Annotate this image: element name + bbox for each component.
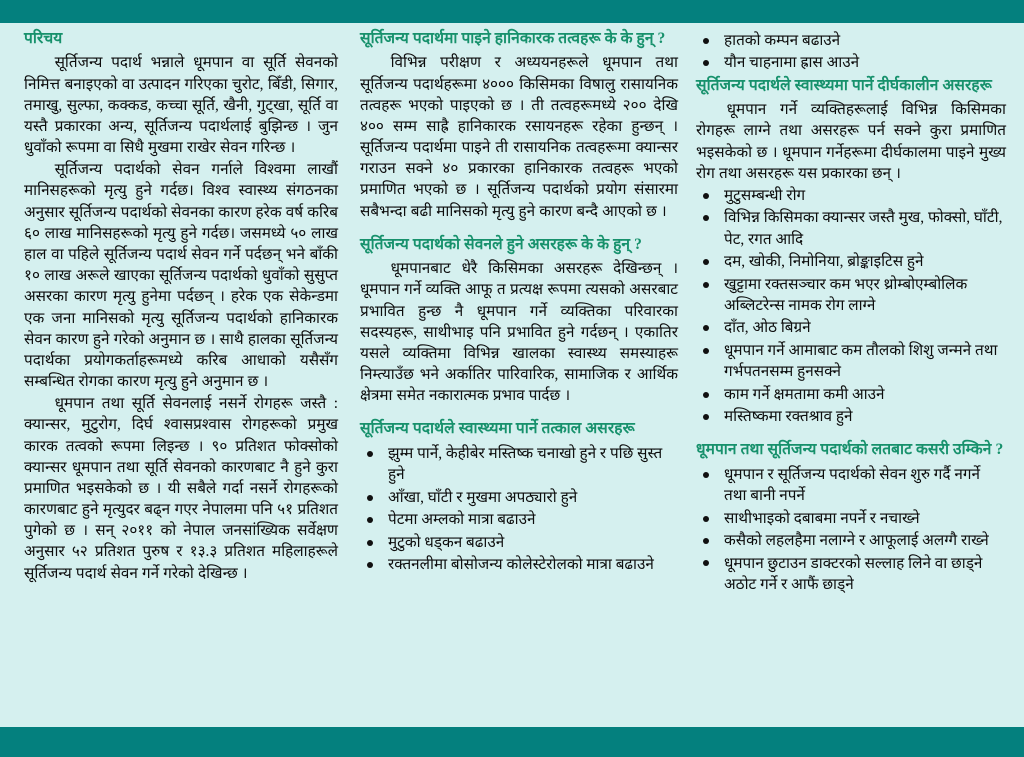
bullet-dot-icon	[367, 495, 373, 501]
list-item-label: काम गर्ने क्षमतामा कमी आउने	[724, 385, 885, 403]
paragraph-intro-2: सूर्तिजन्य पदार्थको सेवन गर्नाले विश्वमा लाखौं मानिसहरूको मृत्यु हुने गर्दछ। विश्व स्वास्थ्य संगठनका अनुसार सूर्तिजन्य पदार्थको सेवनका कारण हरेक वर्ष करिब ६० लाख मानिसहरूको मृत्यु हुने गर्दछ। जसमध्ये ५० लाख हाल वा पहिले सूर्तिजन्य पदार्थ सेवन गर्ने पर्दछन् भने बाँकी १० लाख अरूले खाएका सूर्तिजन्य पदार्थको धुवाँको सुसुप्त असरका कारण मृत्यु हुनेमा पर्दछन् । हरेक एक सेकेन्डमा एक जना मानिसको मृत्यु सूर्तिजन्य पदार्थको हानिकारक सेवन कारण हुने गरेको अनुमान छ । साथै हालका सूर्तिजन्य पदार्थका प्रयोगकर्ताहरूमध्ये करिब आधाको यसैसँग सम्बन्धित रोगका कारण मृत्यु हुने अनुमान छ ।	[24, 161, 338, 391]
list-item	[360, 554, 678, 575]
paragraph-effects: धूमपानबाट धेरै किसिमका असरहरू देखिन्छन् । धूमपान गर्ने व्यक्ति आफू त प्रत्यक्ष रूपमा त्यसको असरबाट प्रभावित हुन्छ नै धूमपान गर्ने व्यक्तिका परिवारका सदस्यहरू, साथीभाइ पनि प्रभावित हुने गर्दछन् । एकातिर यसले व्यक्तिमा विभिन्न खालका स्वास्थ्य समस्याहरू निम्त्याउँछ भने अर्कातिर पारिवारिक, सामाजिक र आर्थिक क्षेत्रमा समेत नकारात्मक प्रभाव पार्दछ ।	[360, 260, 678, 405]
list-item-label: मुटुको धड्कन बढाउने	[388, 533, 505, 551]
paragraph-intro-3: धूमपान तथा सूर्ति सेवनलाई नसर्ने रोगहरू जस्तै : क्यान्सर, मुटुरोग, दिर्घ श्वासप्रश्वास रोगहरूको प्रमुख कारक तत्वको रूपमा लिइन्छ । ९० प्रतिशत फोक्सोको क्यान्सर धूमपान तथा सूर्ति सेवनको कारणबाट नै हुने कुरा प्रमाणित भइसकेको छ । यी सबैले गर्दा नसर्ने रोगहरूको कारणबाट हुने मृत्युदर बढ्न गएर नेपालमा पनि ५१ प्रतिशत पुगेको छ । सन् २०११ को नेपाल जनसांख्यिक सर्वेक्षण अनुसार ५२ प्रतिशत पुरुष र १३.३ प्रतिशत महिलाहरूले सूर्तिजन्य पदार्थ सेवन गर्ने गरेको देखिन्छ ।	[24, 395, 338, 582]
list-item	[360, 509, 678, 530]
bullet-dot-icon	[367, 517, 373, 523]
bullet-dot-icon	[703, 538, 709, 544]
bottom-decorative-band	[0, 727, 1024, 757]
list-item-label: धूमपान गर्ने आमाबाट कम तौलको शिशु जन्मने तथा गर्भपतनसम्म हुनसक्ने	[724, 341, 998, 381]
section-heading-effects: सूर्तिजन्य पदार्थको सेवनले हुने असरहरू के के हुन् ?	[360, 235, 642, 253]
list-item-label: दम, खोकी, निमोनिया, ब्रोङ्काइटिस हुने	[724, 253, 924, 271]
bullet-dot-icon	[703, 60, 709, 66]
list-item-label: विभिन्न किसिमका क्यान्सर जस्तै मुख, फोक्सो, घाँटी, पेट, रगत आदि	[724, 209, 1003, 248]
list-item-label: आँखा, घाँटी र मुखमा अपठ्यारो हुने	[388, 488, 578, 506]
paragraph-harmful-substances: विभिन्न परीक्षण र अध्ययनहरूले धूमपान तथा सूर्तिजन्य पदार्थहरूमा ४००० किसिमका विषालु रासायनिक तत्वहरू भएको पाइएको छ । ती तत्वहरूमध्ये २०० देखि ४०० सम्म साह्रै हानिकारक रसायनहरू रहेका हुन्छन् । सूर्तिजन्य पदार्थमा पाइने ती रासायनिक तत्वहरूमा क्यान्सर गराउन सक्ने ४० प्रकारका हानिकारक तत्वहरू भएको प्रमाणित भएको छ । सूर्तिजन्य पदार्थको प्रयोग संसारमा सबैभन्दा बढी मानिसको मृत्यु हुने कारण बन्दै आएको छ ।	[360, 54, 678, 220]
list-item-label: धूमपान र सूर्तिजन्य पदार्थको सेवन शुरु गर्दै नगर्ने तथा बानी नपर्ने	[724, 465, 980, 505]
quitting-tips-list	[696, 464, 1006, 595]
list-item	[696, 185, 1006, 206]
list-item	[696, 317, 1006, 338]
bullet-dot-icon	[703, 193, 709, 199]
list-item-label: दाँत, ओठ बिग्रने	[724, 319, 811, 337]
list-item	[696, 30, 1006, 51]
bullet-dot-icon	[703, 348, 709, 354]
list-item-label: साथीभाइको दबाबमा नपर्ने र नचाख्ने	[724, 509, 920, 527]
bullet-dot-icon	[703, 215, 709, 221]
three-column-layout	[0, 23, 1024, 727]
list-item-label: कसैको लहलहैमा नलाग्ने र आफूलाई अलग्गै राख्ने	[724, 532, 989, 550]
list-item-label: मस्तिष्कमा रक्तश्राव हुने	[724, 408, 853, 426]
bullet-dot-icon	[703, 516, 709, 522]
bullet-dot-icon	[703, 392, 709, 398]
list-item	[696, 52, 1006, 73]
section-heading-immediate-effects: सूर्तिजन्य पदार्थले स्वास्थ्यमा पार्ने तत्काल असरहरू	[360, 420, 635, 438]
list-item-label: झुम्म पार्ने, केहीबेर मस्तिष्क चनाखो हुने र पछि सुस्त हुने	[388, 444, 663, 484]
bullet-dot-icon	[703, 259, 709, 265]
list-item-label: खुट्टामा रक्तसञ्चार कम भएर थ्रोम्बोएम्बोलिक अब्लिटरेन्स नामक रोग लाग्ने	[724, 275, 968, 314]
column-two	[352, 29, 688, 576]
list-item	[696, 406, 1006, 427]
bullet-dot-icon	[367, 540, 373, 546]
list-item	[696, 464, 1006, 507]
list-item-label: मुटुसम्बन्धी रोग	[724, 186, 806, 204]
list-item	[360, 443, 678, 486]
immediate-effects-list-continued	[696, 30, 1006, 74]
list-item	[696, 207, 1006, 250]
list-item	[696, 340, 1006, 383]
column-one	[0, 29, 352, 585]
bullet-dot-icon	[703, 325, 709, 331]
bullet-dot-icon	[703, 414, 709, 420]
list-item-label: पेटमा अम्लको मात्रा बढाउने	[388, 511, 536, 529]
list-item	[696, 384, 1006, 405]
list-item-label: रक्तनलीमा बोसोजन्य कोलेस्टेरोलको मात्रा बढाउने	[388, 555, 654, 573]
longterm-effects-list	[696, 185, 1006, 427]
list-item	[696, 274, 1006, 317]
bullet-dot-icon	[703, 560, 709, 566]
list-item-label: धूमपान छुटाउन डाक्टरको सल्लाह लिने वा छाड्ने अठोट गर्ने र आफैं छाड्ने	[724, 554, 983, 593]
bullet-dot-icon	[367, 562, 373, 568]
paragraph-longterm-effects: धूमपान गर्ने व्यक्तिहरूलाई विभिन्न किसिमका रोगहरू लाग्ने तथा असरहरू पर्न सक्ने कुरा प्रमाणित भइसकेको छ । धूमपान गर्नेहरूमा दीर्घकालमा पाइने मुख्य रोग तथा असरहरू यस प्रकारका छन् ।	[696, 101, 1006, 182]
list-item	[696, 508, 1006, 529]
bullet-dot-icon	[703, 38, 709, 44]
section-heading-quitting: धूमपान तथा सूर्तिजन्य पदार्थको लतबाट कसरी उम्किने ?	[696, 441, 1004, 459]
bullet-dot-icon	[703, 472, 709, 478]
section-heading-longterm-effects: सूर्तिजन्य पदार्थले स्वास्थ्यमा पार्ने दीर्घकालीन असरहरू	[696, 76, 992, 94]
list-item	[360, 532, 678, 553]
top-decorative-band	[0, 0, 1024, 23]
list-item	[360, 487, 678, 508]
section-heading-introduction: परिचय	[24, 30, 63, 47]
bullet-dot-icon	[703, 282, 709, 288]
list-item-label: हातको कम्पन बढाउने	[724, 32, 841, 49]
column-three	[688, 29, 1024, 596]
paragraph-intro-1: सूर्तिजन्य पदार्थ भन्नाले धूमपान वा सूर्ति सेवनको निमित्त बनाइएको वा उत्पादन गरिएका चुरोट, बिँडी, सिगार, तमाखु, सुल्फा, कक्कड, कच्चा सूर्ति, खैनी, गुट्खा, सूर्ति वा यस्तै प्रकारका अन्य, सूर्तिजन्य पदार्थलाई बुझिन्छ । जुन धुवाँको रूपमा वा सिधै मुखमा राखेर सेवन गरिन्छ ।	[24, 54, 338, 157]
list-item	[696, 530, 1006, 551]
list-item	[696, 251, 1006, 272]
section-heading-harmful-substances: सूर्तिजन्य पदार्थमा पाइने हानिकारक तत्वहरू के के हुन् ?	[360, 30, 666, 47]
list-item	[696, 553, 1006, 596]
immediate-effects-list	[360, 443, 678, 575]
bullet-dot-icon	[367, 451, 373, 457]
list-item-label: यौन चाहनामा ह्रास आउने	[724, 54, 860, 72]
